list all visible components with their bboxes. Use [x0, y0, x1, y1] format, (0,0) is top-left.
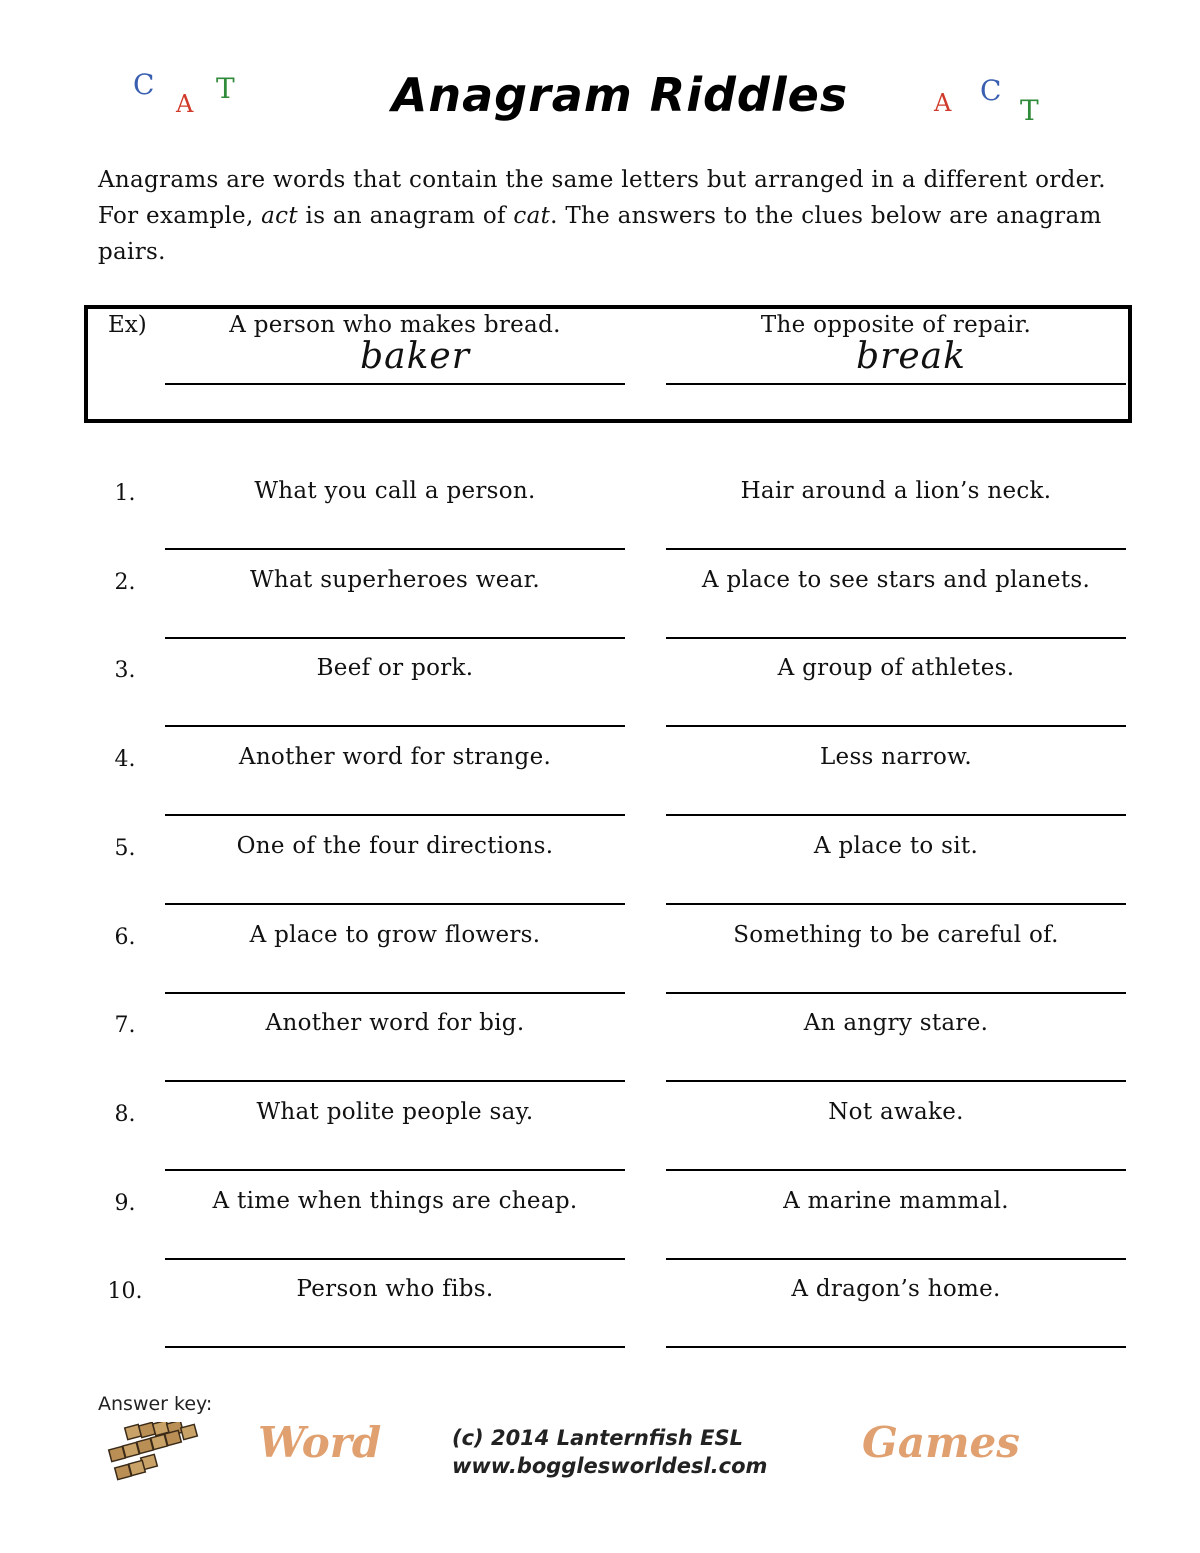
riddle-number: 10.	[107, 1279, 143, 1305]
riddle-number: 3.	[114, 658, 136, 684]
riddle-right-answer-line[interactable]	[666, 637, 1126, 639]
intro-text-3: . The answers to the clues below are anagram pairs.	[98, 203, 1102, 265]
page-title: Anagram Riddles	[391, 68, 849, 122]
example-right-answer-line	[666, 383, 1126, 385]
example-right-answer: break	[856, 336, 966, 377]
riddle-left-clue: A time when things are cheap.	[212, 1187, 578, 1214]
deco-letter-a-left: A	[176, 90, 194, 118]
intro-text-1: Anagrams are words that contain the same letters but arranged in a different order. For example,	[98, 167, 1106, 229]
riddle-right-clue: A group of athletes.	[777, 655, 1015, 682]
answer-key-label: Answer key:	[98, 1393, 213, 1415]
riddle-number: 6.	[114, 924, 136, 950]
intro-text-2: is an anagram of	[297, 203, 514, 229]
riddle-left-answer-line[interactable]	[165, 725, 625, 727]
riddle-left-clue: Beef or pork.	[316, 655, 474, 682]
riddle-left-answer-line[interactable]	[165, 1258, 625, 1260]
intro-paragraph	[98, 162, 1128, 270]
riddle-right-clue: A dragon’s home.	[791, 1276, 1001, 1303]
riddle-right-answer-line[interactable]	[666, 903, 1126, 905]
riddle-left-clue: One of the four directions.	[236, 832, 554, 859]
riddle-left-answer-line[interactable]	[165, 1169, 625, 1171]
riddle-number: 1.	[114, 481, 136, 506]
deco-letter-c-right: C	[980, 74, 1002, 107]
example-left-answer-line	[165, 383, 625, 385]
riddle-right-answer-line[interactable]	[666, 1258, 1126, 1260]
riddle-left-clue: Person who fibs.	[296, 1276, 494, 1303]
games-logo: Games	[862, 1418, 1020, 1467]
riddle-left-answer-line[interactable]	[165, 1346, 625, 1348]
word-logo: Word	[258, 1418, 382, 1467]
riddle-left-answer-line[interactable]	[165, 1080, 625, 1082]
deco-letter-t-right: T	[1020, 94, 1039, 127]
riddle-number: 9.	[114, 1190, 136, 1216]
copyright-block	[452, 1424, 772, 1480]
riddle-right-answer-line[interactable]	[666, 814, 1126, 816]
riddle-right-clue: An angry stare.	[803, 1010, 989, 1037]
riddle-number: 7.	[114, 1013, 136, 1039]
deco-letter-c-left: C	[133, 68, 155, 101]
riddle-number: 5.	[114, 835, 136, 861]
riddle-left-clue: What polite people say.	[256, 1098, 534, 1125]
example-label: Ex)	[108, 312, 147, 338]
riddle-right-answer-line[interactable]	[666, 1169, 1126, 1171]
riddle-right-clue: A place to sit.	[813, 832, 979, 859]
riddle-number: 4.	[114, 747, 136, 773]
riddle-number: 2.	[114, 569, 136, 595]
riddle-left-answer-line[interactable]	[165, 992, 625, 994]
example-left-answer: baker	[360, 336, 470, 377]
crossword-tiles-icon	[100, 1422, 204, 1482]
riddle-right-answer-line[interactable]	[666, 725, 1126, 727]
copyright-text: (c) 2014 Lanternfish ESL	[452, 1426, 743, 1450]
riddle-right-clue: Something to be careful of.	[733, 921, 1059, 948]
riddle-left-clue: Another word for strange.	[238, 744, 552, 771]
riddle-left-answer-line[interactable]	[165, 548, 625, 550]
riddle-number: 8.	[114, 1101, 136, 1127]
riddle-right-clue: Less narrow.	[819, 744, 973, 771]
riddle-right-answer-line[interactable]	[666, 548, 1126, 550]
riddle-right-clue: Hair around a lion’s neck.	[740, 478, 1052, 504]
riddle-right-clue: A marine mammal.	[783, 1187, 1009, 1214]
riddle-right-answer-line[interactable]	[666, 1346, 1126, 1348]
intro-word-act: act	[261, 203, 298, 229]
riddle-right-answer-line[interactable]	[666, 992, 1126, 994]
example-right-clue: The opposite of repair.	[760, 312, 1032, 338]
deco-letter-t-left: T	[216, 72, 235, 105]
website-text: www.bogglesworldesl.com	[452, 1454, 768, 1478]
riddle-right-clue: Not awake.	[828, 1098, 964, 1125]
riddle-left-answer-line[interactable]	[165, 814, 625, 816]
riddle-left-answer-line[interactable]	[165, 903, 625, 905]
riddle-left-clue: A place to grow flowers.	[249, 921, 541, 948]
riddle-right-answer-line[interactable]	[666, 1080, 1126, 1082]
riddle-left-clue: What you call a person.	[254, 478, 536, 504]
intro-word-cat: cat	[513, 203, 551, 229]
riddle-left-clue: What superheroes wear.	[249, 566, 541, 593]
riddle-left-clue: Another word for big.	[265, 1010, 525, 1037]
riddle-left-answer-line[interactable]	[165, 637, 625, 639]
riddle-right-clue: A place to see stars and planets.	[701, 566, 1091, 593]
example-left-clue: A person who makes bread.	[229, 312, 561, 338]
deco-letter-a-right: A	[934, 89, 952, 117]
